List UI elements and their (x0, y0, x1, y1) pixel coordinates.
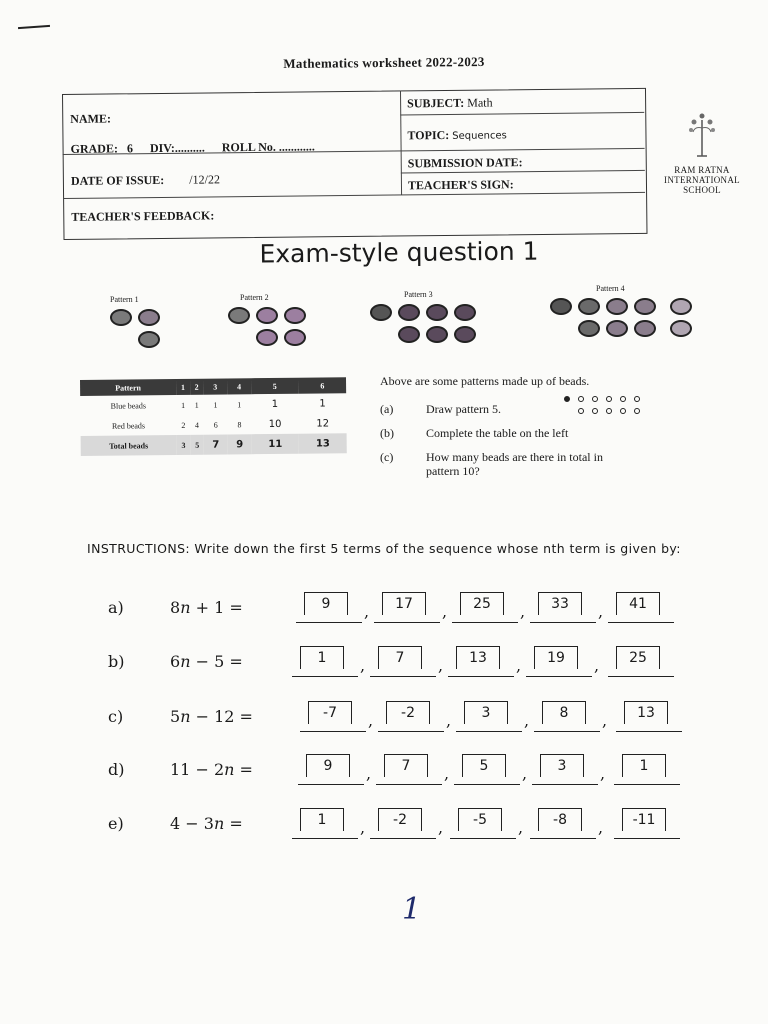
grade-value: 6 (126, 141, 133, 156)
table-cell-handwritten: 12 (316, 417, 330, 430)
topic-label: TOPIC: (407, 127, 450, 143)
answer-box: -2 (386, 701, 430, 724)
question-intro: Above are some patterns made up of beads. (380, 374, 590, 388)
sequence-label: a) (108, 598, 124, 617)
answer-box: 25 (616, 646, 660, 669)
answer-box: 9 (306, 754, 350, 777)
answer-blank[interactable] (608, 650, 674, 677)
question-text: Draw pattern 5. (426, 402, 501, 416)
answer-blank[interactable] (616, 705, 682, 732)
answer-blank[interactable] (454, 758, 520, 785)
answer-blank[interactable] (614, 812, 680, 839)
page-number: 1 (402, 892, 422, 927)
bead-icon (578, 298, 600, 315)
answer-blank[interactable] (532, 758, 598, 785)
bead-dot-icon (634, 396, 640, 402)
bead-icon (284, 307, 306, 324)
answer-blank[interactable] (292, 812, 358, 839)
teacher-sign-label: TEACHER'S SIGN: (407, 177, 514, 193)
bead-dot-icon (592, 408, 598, 414)
sequence-row-c: c) 5n − 12 = -7 , -2 , 3 , 8 , 13 (108, 705, 698, 735)
bead-icon (426, 304, 448, 321)
grade-label: GRADE: (70, 141, 118, 156)
answer-box: 25 (460, 592, 504, 615)
nth-term-expression (170, 707, 253, 726)
school-name-line-1: RAM RATNA (674, 165, 730, 175)
instructions-text: INSTRUCTIONS: Write down the first 5 terms of the sequence whose nth term is given by: (87, 541, 681, 556)
table-cell-handwritten: 7 (204, 434, 228, 454)
answer-box: 3 (464, 701, 508, 724)
bead-icon (426, 326, 448, 343)
submission-date-label: SUBMISSION DATE: (407, 155, 523, 171)
question-letter: (c) (380, 450, 394, 464)
bead-icon (370, 304, 392, 321)
bead-dot-icon (634, 408, 640, 414)
answer-blank[interactable] (298, 758, 364, 785)
table-row (80, 393, 346, 416)
expression-rest: − 12 = (190, 707, 253, 726)
bead-icon (228, 307, 250, 324)
expression-variable: n (180, 652, 191, 671)
answer-box: 7 (384, 754, 428, 777)
table-cell: 6 (213, 420, 218, 430)
question-b (380, 426, 568, 441)
bead-icon (634, 298, 656, 315)
nth-term-expression (170, 652, 243, 671)
pen-mark (18, 25, 50, 29)
expression-rest: + 1 = (190, 598, 243, 617)
answer-box: -2 (378, 808, 422, 831)
answer-blank[interactable] (530, 596, 596, 623)
answer-blank[interactable] (450, 812, 516, 839)
name-label: NAME: (70, 111, 112, 126)
topic-field (407, 127, 506, 143)
answer-blank[interactable] (608, 596, 674, 623)
nth-term-expression (170, 814, 243, 833)
nth-term-expression (170, 598, 243, 617)
answer-box: -7 (308, 701, 352, 724)
bead-count-table (80, 377, 347, 456)
table-header-cell: 5 (251, 378, 299, 394)
bead-icon (284, 329, 306, 346)
answer-blank[interactable] (448, 650, 514, 677)
answer-blank[interactable] (300, 705, 366, 732)
table-cell-handwritten: 1 (271, 398, 279, 410)
answer-box: 5 (462, 754, 506, 777)
answer-box: 7 (378, 646, 422, 669)
answer-box: 1 (622, 754, 666, 777)
expression-rest: − 5 = (190, 652, 243, 671)
answer-box: -5 (458, 808, 502, 831)
subject-label: SUBJECT: (407, 95, 465, 111)
bead-dot-icon (606, 408, 612, 414)
bead-icon (634, 320, 656, 337)
answer-blank[interactable] (374, 596, 440, 623)
subject-value: Math (467, 95, 493, 110)
bead-dot-icon (620, 408, 626, 414)
table-cell-handwritten: 1 (319, 397, 326, 409)
table-cell: 1 (181, 400, 186, 410)
answer-box: 13 (456, 646, 500, 669)
sequence-row-e: e) 4 − 3n = 1 , -2 , -5 , -8 , -11 (108, 812, 698, 842)
bead-dot-icon (620, 396, 626, 402)
expression-coefficient: 11 − 2 (170, 760, 225, 779)
bead-icon (138, 331, 160, 348)
table-cell: 3 (177, 435, 191, 455)
expression-variable: n (180, 598, 191, 617)
roll-number-label: ROLL No. ............ (221, 139, 315, 155)
answer-box: 8 (542, 701, 586, 724)
expression-variable: n (213, 814, 225, 833)
bead-dot-icon (578, 396, 584, 402)
table-row (81, 433, 347, 456)
answer-box: 1 (300, 808, 344, 831)
answer-blank[interactable] (292, 650, 358, 677)
teacher-feedback-label: TEACHER'S FEEDBACK: (71, 208, 215, 224)
sequence-label: b) (108, 652, 125, 671)
expression-rest: = (224, 814, 243, 833)
table-cell: 8 (237, 419, 242, 429)
drawn-pattern-5 (560, 394, 650, 418)
bead-icon (454, 304, 476, 321)
date-of-issue-label: DATE OF ISSUE: (70, 172, 165, 188)
table-header-cell: 2 (190, 379, 204, 395)
expression-coefficient: 4 − 3 (170, 814, 214, 833)
subject-field (407, 95, 493, 111)
answer-blank[interactable] (378, 705, 444, 732)
table-row (80, 413, 346, 436)
answer-blank[interactable] (614, 758, 680, 785)
worksheet-title: Mathematics worksheet 2022-2023 (283, 53, 485, 72)
bead-icon (670, 298, 692, 315)
table-cell-handwritten: 13 (299, 433, 347, 453)
row-label: Red beads (111, 420, 146, 431)
table-header-cell: 6 (298, 377, 346, 393)
pattern-label: Pattern 1 (110, 295, 139, 304)
bead-icon (454, 326, 476, 343)
student-info-box (62, 88, 647, 240)
table-cell: 5 (190, 435, 204, 455)
bead-icon (138, 309, 160, 326)
answer-box: 13 (624, 701, 668, 724)
expression-variable: n (224, 760, 235, 779)
bead-icon (110, 309, 132, 326)
sequence-label: e) (108, 814, 124, 833)
topic-value: Sequences (452, 130, 507, 142)
bead-icon (256, 307, 278, 324)
sequence-row-d: d) 11 − 2n = 9 , 7 , 5 , 3 , 1 (108, 758, 698, 788)
answer-blank[interactable] (370, 650, 436, 677)
answer-blank[interactable] (376, 758, 442, 785)
answer-box: 17 (382, 592, 426, 615)
school-name-line-2: INTERNATIONAL (664, 175, 740, 185)
expression-coefficient: 6 (170, 652, 181, 671)
div-label: DIV:.......... (149, 140, 205, 156)
bead-icon (256, 329, 278, 346)
answer-blank[interactable] (296, 596, 362, 623)
table-header-cell: 3 (203, 378, 227, 394)
tree-icon (685, 110, 719, 160)
bead-icon (578, 320, 600, 337)
answer-box: 33 (538, 592, 582, 615)
bead-icon (606, 320, 628, 337)
question-a (380, 402, 501, 417)
table-header-cell: Pattern (80, 379, 176, 396)
question-text: Complete the table on the left (426, 426, 569, 440)
expression-variable: n (180, 707, 191, 726)
row-label: Blue beads (110, 400, 146, 411)
bead-dot-icon (592, 396, 598, 402)
answer-box: 3 (540, 754, 584, 777)
bead-dot-icon (606, 396, 612, 402)
exam-question-heading: Exam-style question 1 (259, 236, 539, 269)
date-of-issue-field (71, 172, 220, 189)
table-cell: 4 (194, 420, 200, 430)
question-letter: (a) (380, 402, 394, 416)
answer-box: -11 (622, 808, 666, 831)
answer-blank[interactable] (526, 650, 592, 677)
question-c (380, 450, 603, 465)
bead-dot-icon (578, 408, 584, 414)
bead-icon (670, 320, 692, 337)
table-cell: 2 (181, 420, 186, 430)
bead-dot-icon (564, 396, 570, 402)
bead-icon (398, 326, 420, 343)
grade-field (71, 139, 315, 157)
sequence-label: c) (108, 707, 124, 726)
table-header-cell: 1 (176, 379, 190, 395)
bead-icon (398, 304, 420, 321)
bead-icon (606, 298, 628, 315)
answer-box: 19 (534, 646, 578, 669)
sequence-label: d) (108, 760, 125, 779)
row-label: Total beads (81, 435, 177, 456)
date-of-issue-value: /12/22 (189, 172, 221, 187)
table-cell: 1 (237, 399, 242, 409)
school-logo (662, 110, 742, 195)
bead-icon (550, 298, 572, 315)
question-c-continued: pattern 10? (426, 464, 480, 478)
table-cell: 1 (213, 400, 218, 410)
question-text: How many beads are there in total in (426, 450, 603, 464)
expression-coefficient: 5 (170, 707, 181, 726)
answer-blank[interactable] (530, 812, 596, 839)
answer-blank[interactable] (456, 705, 522, 732)
pattern-label: Pattern 2 (240, 293, 269, 302)
expression-coefficient: 8 (170, 598, 181, 617)
school-name-line-3: SCHOOL (683, 185, 721, 195)
table-cell-handwritten: 11 (251, 434, 299, 454)
answer-box: 41 (616, 592, 660, 615)
answer-box: 1 (300, 646, 344, 669)
answer-blank[interactable] (370, 812, 436, 839)
expression-rest: = (234, 760, 253, 779)
pattern-label: Pattern 3 (404, 290, 433, 299)
answer-blank[interactable] (452, 596, 518, 623)
question-letter: (b) (380, 426, 394, 440)
sequence-row-b: b) 6n − 5 = 1 , 7 , 13 , 19 , 25 (108, 650, 688, 680)
table-cell-handwritten: 9 (228, 434, 252, 454)
answer-box: -8 (538, 808, 582, 831)
nth-term-expression (170, 760, 253, 779)
answer-blank[interactable] (534, 705, 600, 732)
answer-box: 9 (304, 592, 348, 615)
table-cell: 1 (194, 400, 199, 410)
table-cell-handwritten: 10 (268, 418, 282, 430)
sequence-row-a: a) 8n + 1 = 9 , 17 , 25 , 33 , 41 (108, 596, 688, 626)
table-header-cell: 4 (227, 378, 251, 394)
pattern-label: Pattern 4 (596, 284, 625, 293)
